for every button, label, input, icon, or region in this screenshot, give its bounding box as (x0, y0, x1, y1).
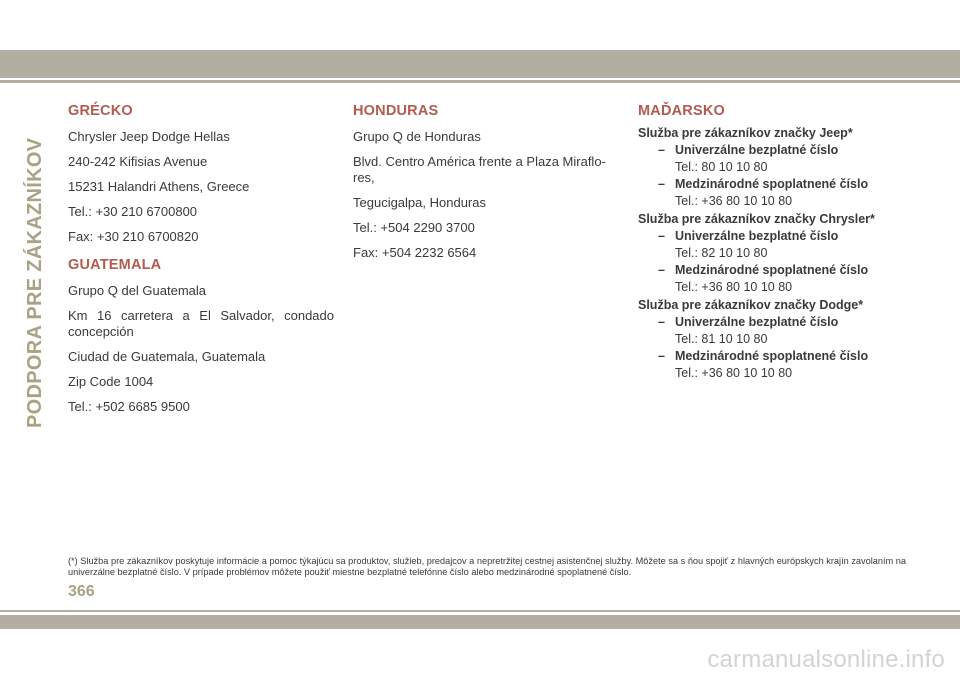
column-left (68, 103, 334, 424)
item-phone: Tel.: +36 80 10 10 80 (675, 366, 793, 380)
heading-greece: GRÉCKO (68, 103, 133, 119)
item-label: Medzinárodné spoplatnené číslo (675, 263, 869, 277)
item-label: Univerzálne bezplatné číslo (675, 229, 839, 243)
list-item (658, 262, 906, 296)
watermark-text: carmanualsonline.info (707, 646, 945, 673)
item-label: Univerzálne bezplatné číslo (675, 315, 839, 329)
bottom-rule (0, 610, 960, 612)
item-label: Univerzálne bezplatné číslo (675, 143, 839, 157)
list-item (658, 228, 906, 262)
list-item (658, 314, 906, 348)
greece-line: 15231 Halandri Athens, Greece (68, 179, 250, 194)
footnote: (*) Služba pre zákazníkov poskytuje informácie a pomoc týkajúcu sa produktov, služieb, predajcov a nepretržitej cestnej asistenčnej služby. Môžete sa s ňou spojiť z hlavných európskych krajín zavolaním na univerzálne bezplatné číslo. V prípade problémov môžete použiť miestne bezplatné telefónne číslo alebo medzinárodné spoplatnené číslo. (68, 556, 906, 577)
bottom-band (0, 615, 960, 629)
item-phone: Tel.: 81 10 10 80 (675, 332, 768, 346)
hungary-group-chrysler (638, 211, 906, 296)
column-middle (353, 103, 619, 270)
guatemala-phone: Tel.: +502 6685 9500 (68, 399, 190, 414)
greece-line: Chrysler Jeep Dodge Hellas (68, 129, 230, 144)
guatemala-line: Ciudad de Guatemala, Guatemala (68, 349, 266, 364)
top-rule (0, 80, 960, 83)
honduras-line: Tegucigalpa, Honduras (353, 195, 486, 210)
item-label: Medzinárodné spoplatnené číslo (675, 349, 869, 363)
dash-bullet: – (658, 229, 665, 243)
item-phone: Tel.: +36 80 10 10 80 (675, 194, 793, 208)
dash-bullet: – (658, 315, 665, 329)
dash-bullet: – (658, 177, 665, 191)
heading-hungary: MAĎARSKO (638, 103, 725, 119)
hungary-group-dodge (638, 297, 906, 382)
heading-guatemala: GUATEMALA (68, 257, 162, 273)
heading-honduras: HONDURAS (353, 103, 439, 119)
dash-bullet: – (658, 143, 665, 157)
honduras-line: Blvd. Centro América frente a Plaza Miraflo-res, (353, 154, 606, 185)
side-section-title: PODPORA PRE ZÁKAZNÍKOV (24, 137, 46, 428)
greece-fax: Fax: +30 210 6700820 (68, 229, 199, 244)
group-title: Služba pre zákazníkov značky Chrysler* (638, 212, 875, 226)
item-phone: Tel.: 82 10 10 80 (675, 246, 768, 260)
top-band (0, 50, 960, 78)
honduras-line: Grupo Q de Honduras (353, 129, 481, 144)
hungary-group-jeep (638, 125, 906, 210)
honduras-phone: Tel.: +504 2290 3700 (353, 220, 475, 235)
guatemala-line: Grupo Q del Guatemala (68, 283, 207, 298)
greece-line: 240-242 Kifisias Avenue (68, 154, 208, 169)
guatemala-line: Zip Code 1004 (68, 374, 154, 389)
guatemala-line: Km 16 carretera a El Salvador, condado concepción (68, 308, 334, 339)
item-phone: Tel.: 80 10 10 80 (675, 160, 768, 174)
list-item (658, 176, 906, 210)
group-title: Služba pre zákazníkov značky Dodge* (638, 298, 864, 312)
dash-bullet: – (658, 263, 665, 277)
greece-phone: Tel.: +30 210 6700800 (68, 204, 198, 219)
dash-bullet: – (658, 349, 665, 363)
page-number: 366 (68, 583, 95, 600)
item-label: Medzinárodné spoplatnené číslo (675, 177, 869, 191)
list-item (658, 142, 906, 176)
list-item (658, 348, 906, 382)
column-right (638, 103, 906, 382)
group-title: Služba pre zákazníkov značky Jeep* (638, 126, 853, 140)
item-phone: Tel.: +36 80 10 10 80 (675, 280, 793, 294)
honduras-fax: Fax: +504 2232 6564 (353, 245, 477, 260)
